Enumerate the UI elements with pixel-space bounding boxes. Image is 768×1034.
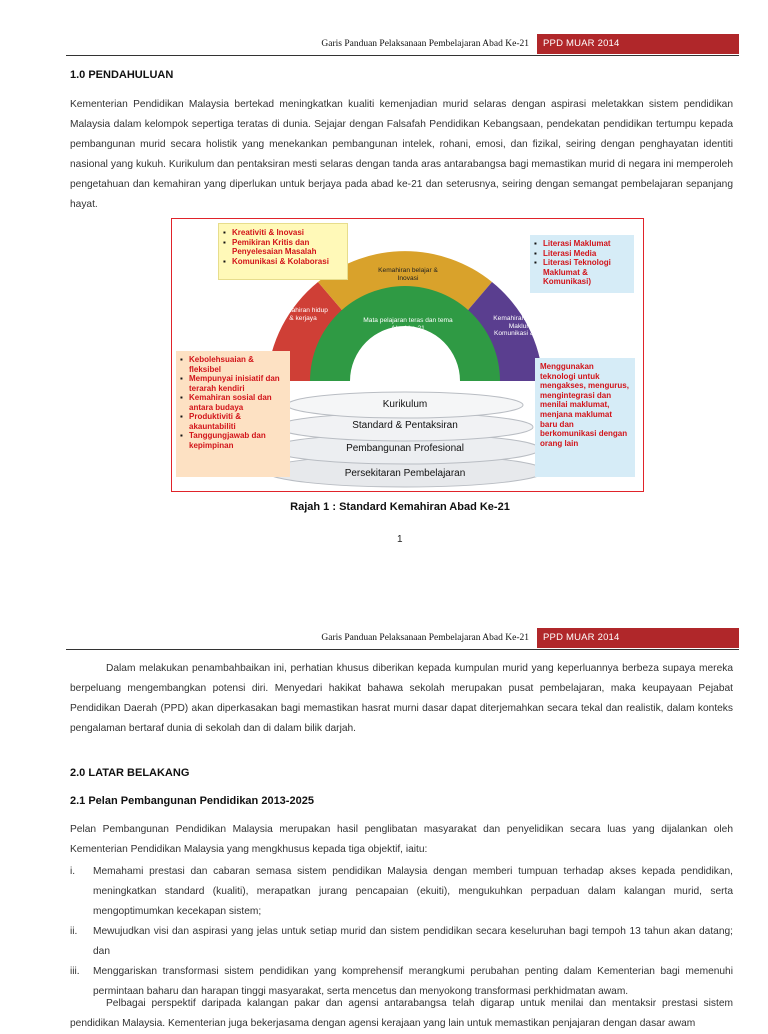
list-item-text: Memahami prestasi dan cabaran semasa sistem pendidikan Malaysia dengan memberi tumpuan terhadap akses kepada pendidikan, meningkatkan standard (kualiti), merapatkan jurang pencapaian (ekuiti), mengukuhkan perpaduan dalam kalangan murid, serta mengoptimumkan kecekapan sistem;: [93, 866, 733, 917]
arc-top-label: Kemahiran belajar & Inovasi: [378, 267, 438, 282]
list-item: ▪ Tanggungjawab dan kepimpinan: [180, 431, 286, 450]
box-learning-skills: [218, 223, 348, 280]
figure-21st-century-skills: [171, 218, 644, 492]
figure-caption: Rajah 1 : Standard Kemahiran Abad Ke-21: [290, 501, 510, 513]
page2-paragraph: Dalam melakukan penambahbaikan ini, perhatian khusus diberikan kepada kumpulan murid yang keperluannya berbeza supaya mereka berpeluang mengembangkan potensi diri. Menyedari hakikat bahawa sekolah merupakan pusat pembelajaran, maka keupayaan Pejabat Pendidikan Daerah (PPD) akan diperkasakan bagi memastikan hasrat murni dasar dapat diterjemahkan secara tekal dan realistik, dalam konteks pengalaman bertaraf dunia di sekolah dan di dalam bilik darjah.: [70, 663, 733, 734]
list-item: ▪ Mempunyai inisiatif dan terarah kendiri: [180, 374, 286, 393]
list-item: ▪ Kemahiran sosial dan antara budaya: [180, 393, 286, 412]
layer-label-3: Pembangunan Profesional: [346, 443, 464, 454]
list-item-number: i.: [70, 866, 76, 877]
page-number: 1: [397, 534, 403, 545]
list-item: ▪ Literasi Maklumat: [534, 239, 630, 249]
section-heading-pendahuluan: 1.0 PENDAHULUAN: [70, 69, 174, 81]
box-literacy: [530, 235, 634, 293]
arc-left-label: Kemahiran hidup & kerjaya: [278, 307, 328, 322]
arc-right-label: Kemahiran Teknologi Maklumat, Komunikasi & Media: [493, 315, 555, 337]
layer-label-4: Persekitaran Pembelajaran: [344, 468, 466, 479]
list-item: [70, 922, 733, 962]
page-header: [66, 35, 739, 56]
layer-label-1: Kurikulum: [382, 399, 428, 410]
list-item: ▪ Kreativiti & Inovasi: [223, 228, 343, 238]
list-item-number: ii.: [70, 926, 78, 937]
page-header-2: [66, 629, 739, 650]
intro-paragraph: Kementerian Pendidikan Malaysia bertekad meningkatkan kualiti kemenjadian murid selaras dengan aspirasi meletakkan sistem pendidikan Malaysia dalam kelompok sepertiga teratas di dunia. Sejajar dengan Falsafah Pendidikan Kebangsaan, pendekatan pendidikan tertumpu kepada pembangunan murid secara holistik yang menekankan pembangunan intelek, rohani, emosi, dan fizikal, seiring dengan penghayatan identiti nasional yang kukuh. Kurikulum dan pentaksiran mesti selaras dengan tanda aras antarabangsa bagi memastikan murid di negara ini memperoleh pengetahuan dan kemahiran yang diperlukan untuk berjaya pada abad ke-21 dan seterusnya, seiring dengan semangat pembelajaran sepanjang hayat.: [70, 99, 733, 210]
header-badge: PPD MUAR 2014: [537, 34, 739, 54]
list-item: ▪ Produktiviti & akauntabiliti: [180, 412, 286, 431]
header-title: Garis Panduan Pelaksanaan Pembelajaran Abad Ke-21: [321, 39, 529, 49]
page2-paragraph3: Pelbagai perspektif daripada kalangan pakar dan agensi antarabangsa telah digarap untuk menilai dan mentaksir prestasi sistem pendidikan Malaysia. Kementerian juga bekerjasama dengan agensi kerajaan yang lain untuk memastikan penjajaran dengan dasar awam: [70, 998, 733, 1029]
list-item: ▪ Literasi Teknologi Maklumat & Komunikasi): [534, 258, 630, 287]
layer-label-2: Standard & Pentaksiran: [352, 420, 458, 431]
list-item-text: Mewujudkan visi dan aspirasi yang jelas untuk setiap murid dan sistem pendidikan secara keseluruhan bagi tempoh 13 tahun akan datang; dan: [93, 926, 733, 957]
subsection-heading-ppp: 2.1 Pelan Pembangunan Pendidikan 2013-2025: [70, 795, 314, 807]
ict-description-text: Menggunakan teknologi untuk mengakses, mengurus, mengintegrasi dan menilai maklumat, menjana maklumat baru dan berkomunikasi dengan orang lain: [540, 362, 629, 448]
list-item-text: Menggariskan transformasi sistem pendidikan yang komprehensif merangkumi perubahan penting dalam Kementerian bagi memenuhi permintaan baharu dan harapan tinggi masyarakat, serta mencetus dan menyokong transformasi perkhidmatan awam.: [93, 966, 733, 997]
list-item: ▪ Pemikiran Kritis dan Penyelesaian Masalah: [223, 238, 343, 257]
objectives-list: [70, 862, 733, 1002]
header-title-2: Garis Panduan Pelaksanaan Pembelajaran Abad Ke-21: [321, 633, 529, 643]
box-ict-description: [535, 358, 635, 477]
list-item: ▪ Komunikasi & Kolaborasi: [223, 257, 343, 267]
box-life-skills: [176, 351, 290, 477]
list-item-number: iii.: [70, 966, 80, 977]
list-item: ▪ Kebolehsuaian & fleksibel: [180, 355, 286, 374]
section-heading-latar-belakang: 2.0 LATAR BELAKANG: [70, 767, 190, 779]
list-item: ▪ Literasi Media: [534, 249, 630, 259]
list-item: [70, 862, 733, 922]
page2-paragraph2: Pelan Pembangunan Pendidikan Malaysia merupakan hasil penglibatan masyarakat dan penyelidikan secara luas yang dijalankan oleh Kementerian Pendidikan Malaysia yang mengkhusus kepada tiga objektif, iaitu:: [70, 824, 733, 855]
arc-inner-label: Mata pelajaran teras dan tema Abad ke-21: [363, 317, 453, 332]
header-badge-2: PPD MUAR 2014: [537, 628, 739, 648]
